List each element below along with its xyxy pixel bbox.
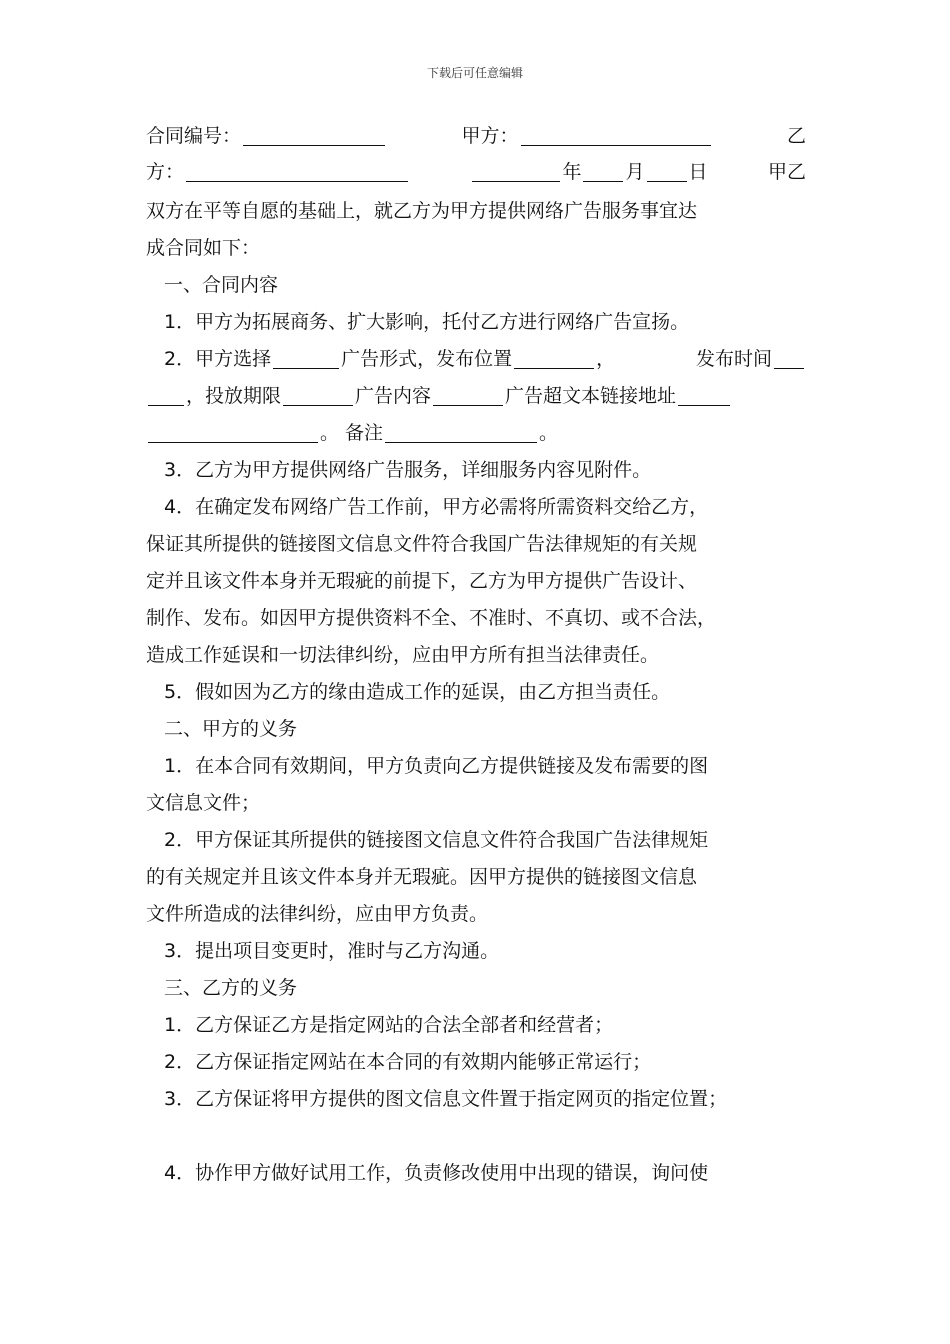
clause-1-2-line-1 <box>164 341 806 378</box>
clause-3-1: 1．乙方保证乙方是指定网站的合法全部者和经营者； <box>164 1014 614 1036</box>
page-header: 下载后可任意编辑 <box>426 66 523 80</box>
ad-content-blank <box>433 381 503 406</box>
ad-content-label: 广告内容 <box>355 385 432 407</box>
publish-time-blank <box>774 344 804 369</box>
month-label: 月 <box>625 161 645 183</box>
clause-1-4-line-2: 保证其所提供的链接图文信息文件符合我国广告法律规矩的有关规 <box>146 533 698 555</box>
party-b-blank <box>186 157 408 182</box>
line-contract-number <box>146 118 806 155</box>
contract-number-group <box>146 118 387 155</box>
remarks-label: 。 备注 <box>320 422 384 444</box>
clause-1-2-part-b <box>696 341 806 378</box>
year-blank <box>472 157 560 182</box>
preamble-line-1: 双方在平等自愿的基础上，就乙方为甲方提供网络广告服务事宜达 <box>146 200 698 222</box>
clause-1-4-line-4: 制作、发布。如因甲方提供资料不全、不准时、不真切、或不合法， <box>146 607 717 629</box>
day-blank <box>647 157 687 182</box>
ad-position-blank <box>514 344 594 369</box>
section-2-heading: 二、甲方的义务 <box>164 718 298 740</box>
parties-label: 甲乙 <box>767 161 806 183</box>
clause-2-2-line-2: 的有关规定并且该文件本身并无瑕疵。因甲方提供的链接图文信息 <box>146 866 698 888</box>
contract-number-blank <box>243 121 385 146</box>
clause-2-2-line-3: 文件所造成的法律纠纷，应由甲方负责。 <box>146 903 489 925</box>
ad-choice-label: 2．甲方选择 <box>164 348 272 370</box>
clause-2-2-line-1: 2．甲方保证其所提供的链接图文信息文件符合我国广告法律规矩 <box>164 829 709 851</box>
clause-3-4: 4．协作甲方做好试用工作，负责修改使用中出现的错误，询问使 <box>164 1162 709 1184</box>
clause-1-1: 1．甲方为拓展商务、扩大影响，托付乙方进行网络广告宣扬。 <box>164 311 690 333</box>
party-b-label-part2: 方： <box>146 161 185 183</box>
ad-link-blank-cont <box>148 418 318 443</box>
period-label: ，投放期限 <box>186 385 282 407</box>
clause-2-1-line-1: 1．在本合同有效期间，甲方负责向乙方提供链接及发布需要的图 <box>164 755 709 777</box>
party-b-label-part1: 乙 <box>786 125 806 147</box>
section-1-heading: 一、合同内容 <box>164 274 279 296</box>
clause-3-2: 2．乙方保证指定网站在本合同的有效期内能够正常运行； <box>164 1051 652 1073</box>
clause-1-2-line-3 <box>146 415 806 452</box>
clause-1-5: 5．假如因为乙方的缘由造成工作的延误，由乙方担当责任。 <box>164 681 671 703</box>
clause-1-2-part-a <box>164 341 615 378</box>
ad-link-label: 广告超文本链接地址 <box>505 385 677 407</box>
clause-1-4-line-3: 定并且该文件本身并无瑕疵的前提下，乙方为甲方提供广告设计、 <box>146 570 698 592</box>
preamble-line-2: 成合同如下： <box>146 237 261 259</box>
section-3-heading: 三、乙方的义务 <box>164 977 298 999</box>
party-a-blank <box>521 121 711 146</box>
clause-2-3: 3．提出项目变更时，准时与乙方沟通。 <box>164 940 500 962</box>
month-blank <box>583 157 623 182</box>
party-b-group <box>146 154 410 191</box>
ad-form-blank <box>273 344 339 369</box>
clause-1-4-line-5: 造成工作延误和一切法律纠纷，应由甲方所有担当法律责任。 <box>146 644 660 666</box>
clause-2-1-line-2: 文信息文件； <box>146 792 261 814</box>
year-label: 年 <box>562 161 582 183</box>
publish-time-blank-cont <box>148 381 184 406</box>
ad-link-blank <box>678 381 730 406</box>
clause-3-3: 3．乙方保证将甲方提供的图文信息文件置于指定网页的指定位置； <box>164 1088 728 1110</box>
day-label: 日 <box>688 161 708 183</box>
publish-time-label: 发布时间 <box>695 348 772 370</box>
contract-number-label: 合同编号： <box>146 125 242 147</box>
ad-position-label: 广告形式，发布位置 <box>341 348 513 370</box>
clause-1-2-line-2 <box>146 378 806 415</box>
party-a-group <box>461 118 712 155</box>
period-mark: 。 <box>539 422 559 444</box>
clause-1-3: 3．乙方为甲方提供网络广告服务，详细服务内容见附件。 <box>164 459 652 481</box>
comma: ， <box>596 348 616 370</box>
date-group <box>470 154 707 191</box>
party-a-label: 甲方： <box>461 125 519 147</box>
clause-1-4-line-1: 4．在确定发布网络广告工作前，甲方必需将所需资料交给乙方， <box>164 496 709 518</box>
period-blank <box>283 381 353 406</box>
remarks-blank <box>385 418 537 443</box>
line-party-b-date <box>146 154 806 191</box>
